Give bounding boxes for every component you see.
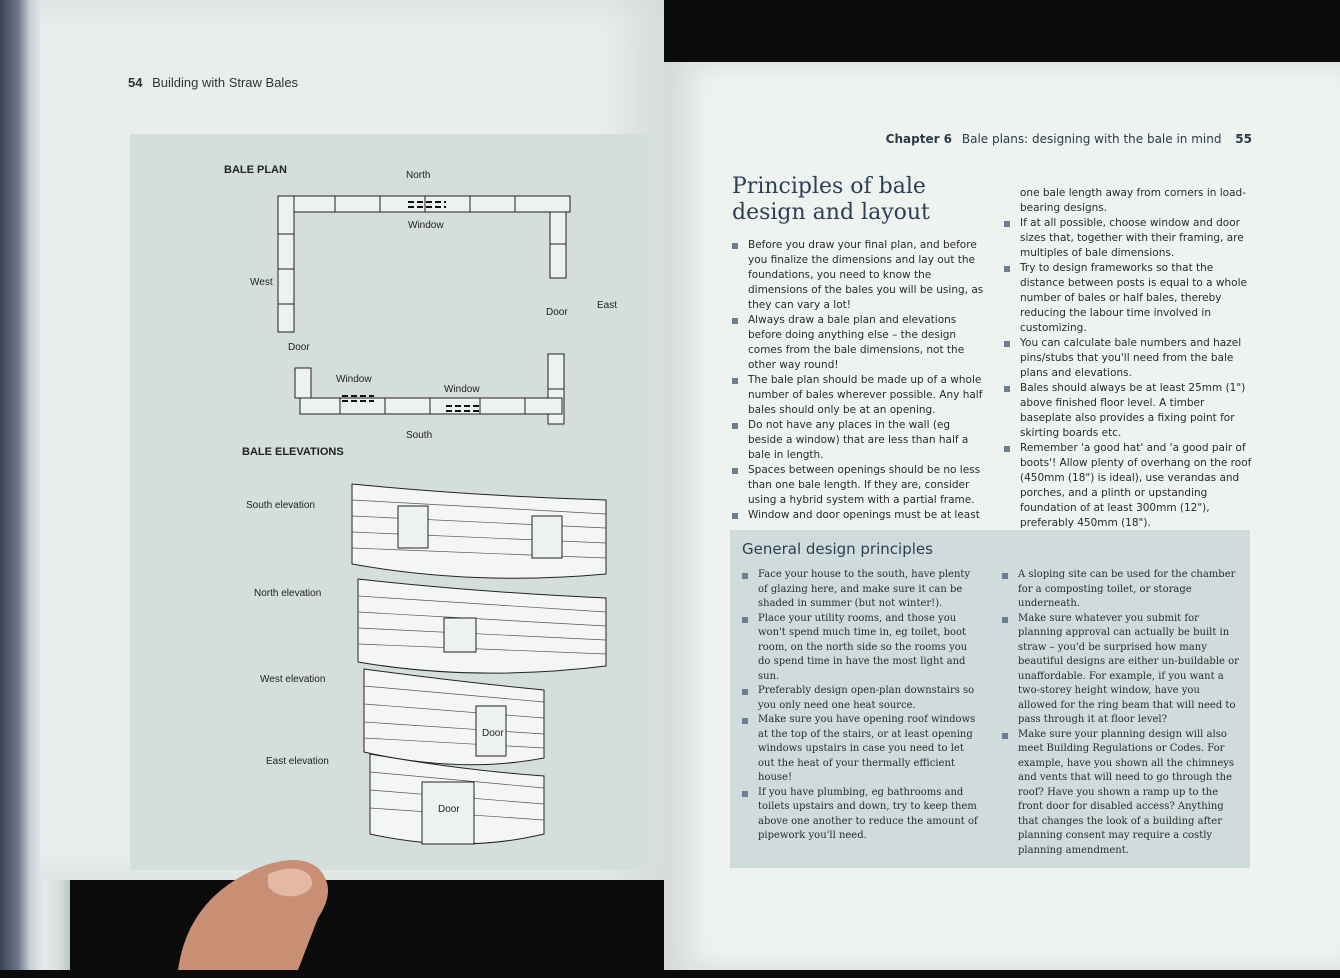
box-title: General design principles bbox=[742, 540, 933, 558]
north-elevation-label: North elevation bbox=[254, 588, 322, 599]
left-running-head bbox=[128, 75, 298, 90]
south-elevation-label: South elevation bbox=[246, 500, 315, 511]
list-item: Before you draw your final plan, and before you finalize the dimensions and lay out the foundations, you need to know the dimensions of the bales you will be using, as they can vary a lot! bbox=[730, 238, 986, 313]
west-label: West bbox=[250, 277, 273, 288]
list-item: The bale plan should be made up of a whole number of bales wherever possible. Any half bales should only be at an opening. bbox=[730, 373, 986, 418]
west-wall-upper bbox=[278, 196, 294, 332]
list-item: Place your utility rooms, and those you won't spend much time in, eg toilet, boot room, on the north side so the rooms you do spend time in have the most light and sun. bbox=[740, 612, 980, 685]
list-item: Do not have any places in the wall (eg beside a window) that are less than half a bale in length. bbox=[730, 418, 986, 463]
door-west-label: Door bbox=[288, 342, 310, 353]
section-heading: Principles of bale design and layout bbox=[732, 174, 930, 225]
bale-figure bbox=[130, 134, 648, 870]
right-running-head bbox=[886, 132, 1252, 146]
list-item: Try to design frameworks so that the distance between posts is equal to a whole number of bales or half bales, thereby reducing the labour time involved in customizing. bbox=[1002, 261, 1252, 336]
list-item: Make sure your planning design will also meet Building Regulations or Codes. For example, have you shown all the chimneys and vents that will need to go through the roof? Have you shown a ramp up to the front door for disabled access? Anything that changes the look of a building after planning consent may require a costly planning amendment. bbox=[1000, 728, 1240, 859]
list-item: Make sure whatever you submit for planning approval can actually be built in straw – you'd be surprised how many beautiful designs are either un-buildable or unaffordable. For example, if you want a two-storey height window, have you allowed for the ring beam that will need to pass through it at floor level? bbox=[1000, 612, 1240, 728]
list-item: Always draw a bale plan and elevations before doing anything else – the design comes from the bale dimensions, not the other way round! bbox=[730, 313, 986, 373]
south-window-1 bbox=[398, 506, 428, 548]
list-item: Face your house to the south, have plenty of glazing here, and make sure it can be shaded in summer (but not winter!). bbox=[740, 568, 980, 612]
window-top-label: Window bbox=[408, 220, 444, 231]
window-bottom-left-label: Window bbox=[336, 374, 372, 385]
list-item: Remember 'a good hat' and 'a good pair of boots'! Allow plenty of overhang on the roof (450mm (18") is ideal), use verandas and porches, and a plinth or upstanding foundation of at least 300mm (12"), preferably 450mm (18"). bbox=[1002, 441, 1252, 531]
thumb-image bbox=[168, 838, 358, 978]
list-item: A sloping site can be used for the chamber for a composting toilet, or storage underneath. bbox=[1000, 568, 1240, 612]
east-wall-upper bbox=[550, 212, 566, 278]
principles-column-1 bbox=[730, 238, 986, 523]
east-elevation-label: East elevation bbox=[266, 756, 329, 767]
bale-plan-heading: BALE PLAN bbox=[224, 164, 287, 176]
list-item: Make sure you have opening roof windows at the top of the stairs, or at least opening windows upstairs in case you need to let out the heat of your thermally efficient house! bbox=[740, 713, 980, 786]
list-item: Bales should always be at least 25mm (1") above finished floor level. A timber baseplate also provides a fixing point for skirting boards etc. bbox=[1002, 381, 1252, 441]
window-bottom-right-label: Window bbox=[444, 384, 480, 395]
south-elevation-wall bbox=[352, 484, 606, 578]
list-item: Spaces between openings should be no less than one bale length. If they are, consider using a hybrid system with a partial frame. bbox=[730, 463, 986, 508]
north-wall bbox=[288, 196, 570, 212]
list-item: Window and door openings must be at least bbox=[730, 508, 986, 523]
left-page bbox=[40, 0, 664, 880]
list-item: If you have plumbing, eg bathrooms and toilets upstairs and down, try to keep them above one another to reduce the amount of pipework you'll need. bbox=[740, 786, 980, 844]
north-label: North bbox=[406, 170, 431, 181]
west-elevation-label: West elevation bbox=[260, 674, 326, 685]
continued-text: one bale length away from corners in load-bearing designs. bbox=[1020, 187, 1246, 214]
south-window-2 bbox=[532, 516, 562, 558]
door-east-elevation-label: Door bbox=[438, 804, 460, 815]
general-principles-box bbox=[730, 530, 1250, 868]
north-elevation-wall bbox=[358, 579, 606, 673]
box-column-1 bbox=[740, 568, 980, 844]
west-elevation-wall bbox=[364, 669, 544, 765]
elevation-drawings bbox=[352, 484, 606, 844]
left-page-number: 54 bbox=[128, 75, 143, 90]
south-label: South bbox=[406, 430, 433, 441]
bale-elevations-heading: BALE ELEVATIONS bbox=[242, 446, 344, 458]
east-label: East bbox=[597, 300, 618, 311]
south-wall bbox=[300, 398, 562, 414]
list-item: If at all possible, choose window and door sizes that, together with their framing, are multiples of bale dimensions. bbox=[1002, 216, 1252, 261]
box-column-2 bbox=[1000, 568, 1240, 858]
principles-column-2 bbox=[1002, 186, 1252, 531]
door-east-label: Door bbox=[546, 307, 568, 318]
chapter-title: Bale plans: designing with the bale in mind bbox=[961, 132, 1222, 146]
right-page bbox=[664, 62, 1340, 970]
bale-diagram bbox=[130, 134, 648, 870]
list-item: You can calculate bale numbers and hazel pins/stubs that you'll need from the bale plans and elevations. bbox=[1002, 336, 1252, 381]
north-window bbox=[444, 618, 476, 652]
chapter-label: Chapter 6 bbox=[885, 132, 953, 146]
west-wall-lower bbox=[295, 368, 311, 398]
right-page-number: 55 bbox=[1235, 132, 1252, 146]
book-title: Building with Straw Bales bbox=[152, 75, 299, 90]
door-west-elevation-label: Door bbox=[482, 728, 504, 739]
list-item: Preferably design open-plan downstairs so you only need one heat source. bbox=[740, 684, 980, 713]
